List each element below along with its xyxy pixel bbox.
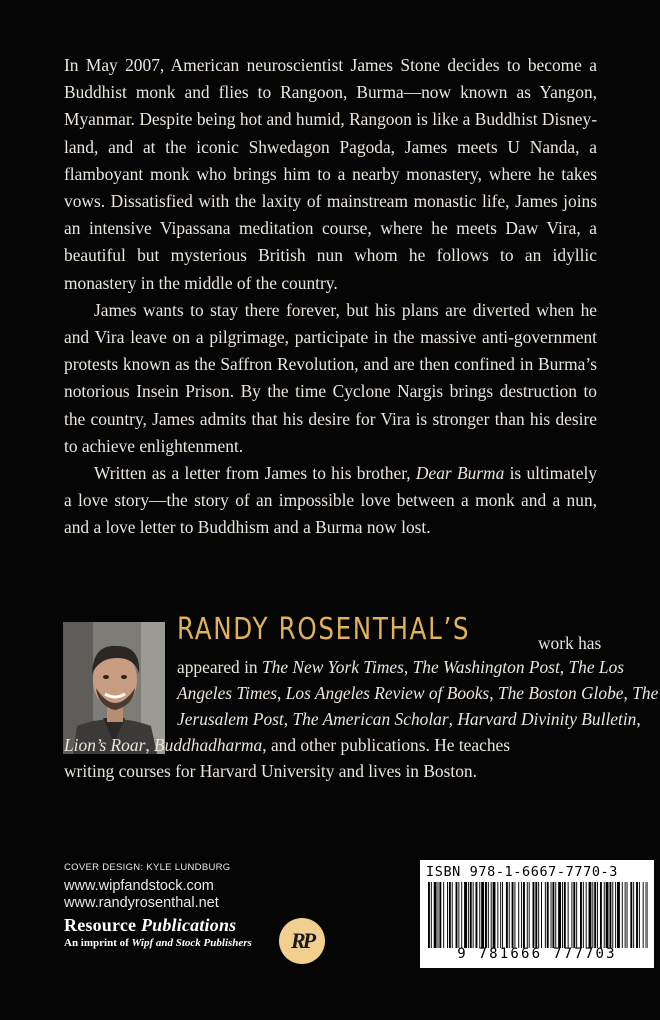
publication-title: The American Scholar	[292, 709, 449, 729]
blurb-p3-end: is ultimately a love story—the story of an impossible love between a monk and a nun, and a love letter to Buddhism and a Burma now lost.	[64, 463, 597, 538]
bio-text	[177, 680, 658, 706]
author-name: RANDY ROSENTHAL’S	[177, 612, 471, 647]
blurb-paragraph-2: James wants to stay there forever, but his plans are diverted when he and Vira leave on a pilgrimage, participate in the massive anti-government protests known as the Saffron Revolution, and are then confined in Burma’s notorious Insein Prison. By the time Cyclone Nargis brings destruction to the country, James admits that his desire for Vira is stronger than his desire to achieve enlightenment.	[64, 299, 597, 456]
author-bio-continued	[64, 732, 597, 784]
barcode-bars	[428, 882, 648, 948]
back-cover-blurb	[64, 52, 597, 542]
publication-title: The Washington Post	[412, 657, 560, 677]
publication-title: Lion’s Roar	[64, 735, 146, 755]
author-url[interactable]: www.randyrosenthal.net	[64, 895, 219, 911]
bio-text: ,	[277, 683, 286, 703]
credits	[64, 862, 230, 912]
isbn-barcode	[420, 860, 654, 968]
bio-line-5: writing courses for Harvard University and lives in Boston.	[64, 761, 477, 781]
bio-text: appeared in	[177, 657, 262, 677]
bio-text: ,	[489, 683, 498, 703]
bio-text: ,	[623, 683, 633, 703]
publisher-imprint-line	[64, 937, 252, 949]
bio-text: ,	[559, 657, 569, 677]
publisher-logo-text: RP	[290, 928, 314, 953]
publisher-logo-icon	[279, 918, 325, 964]
bio-line-1	[177, 654, 625, 680]
publication-title: The Boston Globe	[497, 683, 624, 703]
barcode-number: 9 781666 777703	[457, 946, 617, 962]
bio-line-4	[64, 732, 597, 758]
publisher-name-b: Publications	[140, 915, 237, 935]
bio-text: ,	[448, 709, 458, 729]
blurb-paragraph-1: In May 2007, American neuroscientist James Stone decides to become a Buddhist monk and flies to Rangoon, Burma—now known as Yangon, Myanmar. Despite being hot and humid, Rangoon is like a Buddhist Disneyland, and at the iconic Shwedagon Pagoda, James meets U Nanda, a flamboyant monk who brings him to a nearby monastery, where he takes vows. Dissatisfied with the laxity of mainstream monastic life, James joins an intensive Vipassana meditation course, where he meets Daw Vira, a beautiful but mysterious British nun whom he follows to an idyllic monastery in the middle of the country.	[64, 55, 597, 293]
blurb-paragraph-3	[64, 460, 597, 542]
bio-text: , and other publications. He teaches	[262, 735, 510, 755]
publication-title: The Los	[568, 657, 625, 677]
imprint-parent: Wipf and Stock Publishers	[131, 937, 252, 949]
publisher-name-a: Resource	[64, 915, 141, 935]
publisher-url[interactable]: www.wipfandstock.com	[64, 878, 214, 894]
publication-title: Buddhadharma	[154, 735, 263, 755]
bio-line-2	[177, 680, 659, 706]
publication-title: The New York Times	[261, 657, 404, 677]
author-bio	[177, 654, 659, 732]
blurb-p3-start: Written as a letter from James to his brother,	[94, 463, 416, 484]
bio-text	[177, 706, 641, 732]
bio-text: ,	[283, 709, 293, 729]
bio-text: ,	[403, 657, 413, 677]
publisher-name	[64, 915, 252, 936]
author-bio-first-words: work has	[538, 633, 602, 653]
bio-text: ,	[145, 735, 155, 755]
cover-design-credit: COVER DESIGN: KYLE LUNDBURG	[64, 862, 231, 873]
publication-title: Los Angeles Review of Books	[285, 683, 490, 703]
isbn-label: ISBN 978-1-6667-7770-3	[426, 864, 619, 880]
publication-title: Harvard Divinity Bulletin	[457, 709, 637, 729]
bio-line-3	[177, 706, 641, 732]
imprint-prefix: An imprint of	[64, 937, 132, 949]
publisher-block	[64, 915, 252, 949]
bio-text	[64, 732, 510, 758]
publication-title: Jerusalem Post	[177, 709, 284, 729]
bio-text: ,	[636, 709, 641, 729]
book-title: Dear Burma	[415, 463, 505, 484]
publication-title: Angeles Times	[177, 683, 277, 703]
publication-title: The	[632, 683, 659, 703]
bio-text	[177, 654, 624, 680]
